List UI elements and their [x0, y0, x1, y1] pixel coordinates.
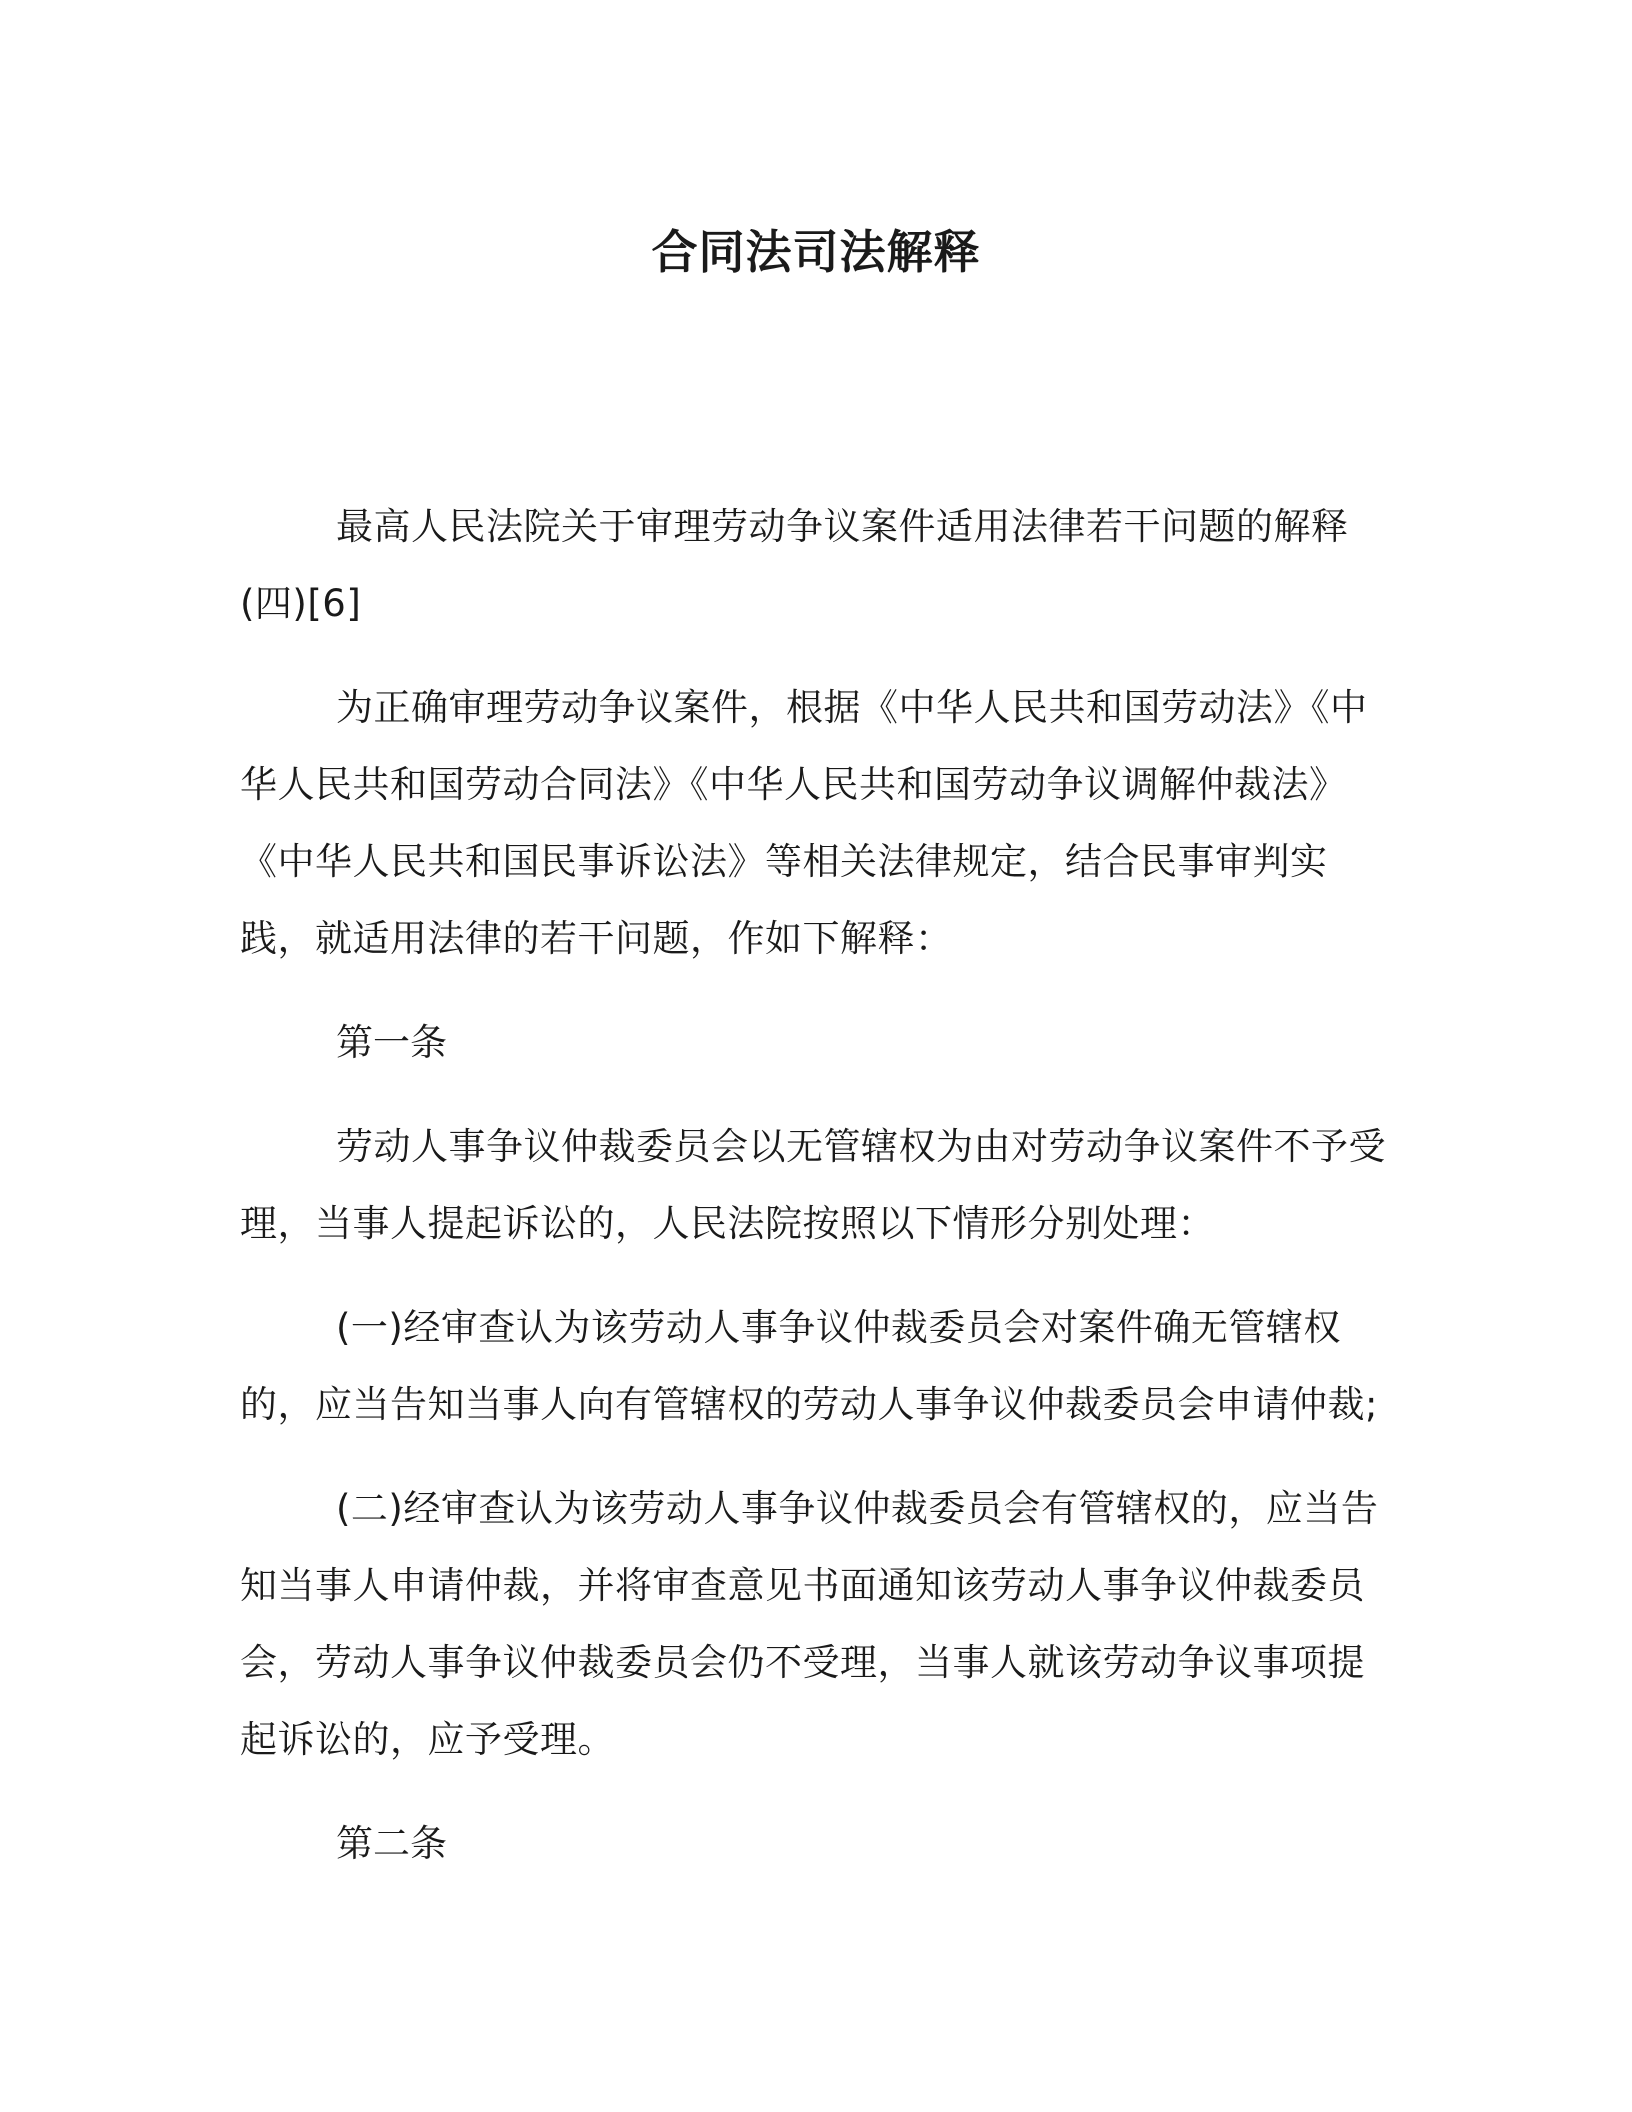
article-1-body: 劳动人事争议仲裁委员会以无管辖权为由对劳动争议案件不予受理，当事人提起诉讼的，人民法院按照以下情形分别处理：: [240, 1125, 1386, 1245]
article-1-heading: 第一条: [336, 1021, 447, 1064]
article-2-heading: 第二条: [336, 1822, 447, 1865]
interpretation-name: 最高人民法院关于审理劳动争议案件适用法律若干问题的解释(四)[6]: [240, 505, 1349, 625]
document-title: 合同法司法解释: [651, 225, 981, 279]
preamble-paragraph: 为正确审理劳动争议案件，根据《中华人民共和国劳动法》《中华人民共和国劳动合同法》《中华人民共和国劳动争议调解仲裁法》《中华人民共和国民事诉讼法》等相关法律规定，结合民事审判实践，就适用法律的若干问题，作如下解释：: [240, 686, 1368, 960]
article-1-item-1: (一)经审查认为该劳动人事争议仲裁委员会对案件确无管辖权的，应当告知当事人向有管辖权的劳动人事争议仲裁委员会申请仲裁;: [240, 1306, 1378, 1426]
article-1-item-2: (二)经审查认为该劳动人事争议仲裁委员会有管辖权的，应当告知当事人申请仲裁，并将审查意见书面通知该劳动人事争议仲裁委员会，劳动人事争议仲裁委员会仍不受理，当事人就该劳动争议事项提起诉讼的，应予受理。: [240, 1487, 1379, 1761]
document-body: [240, 488, 1390, 1882]
